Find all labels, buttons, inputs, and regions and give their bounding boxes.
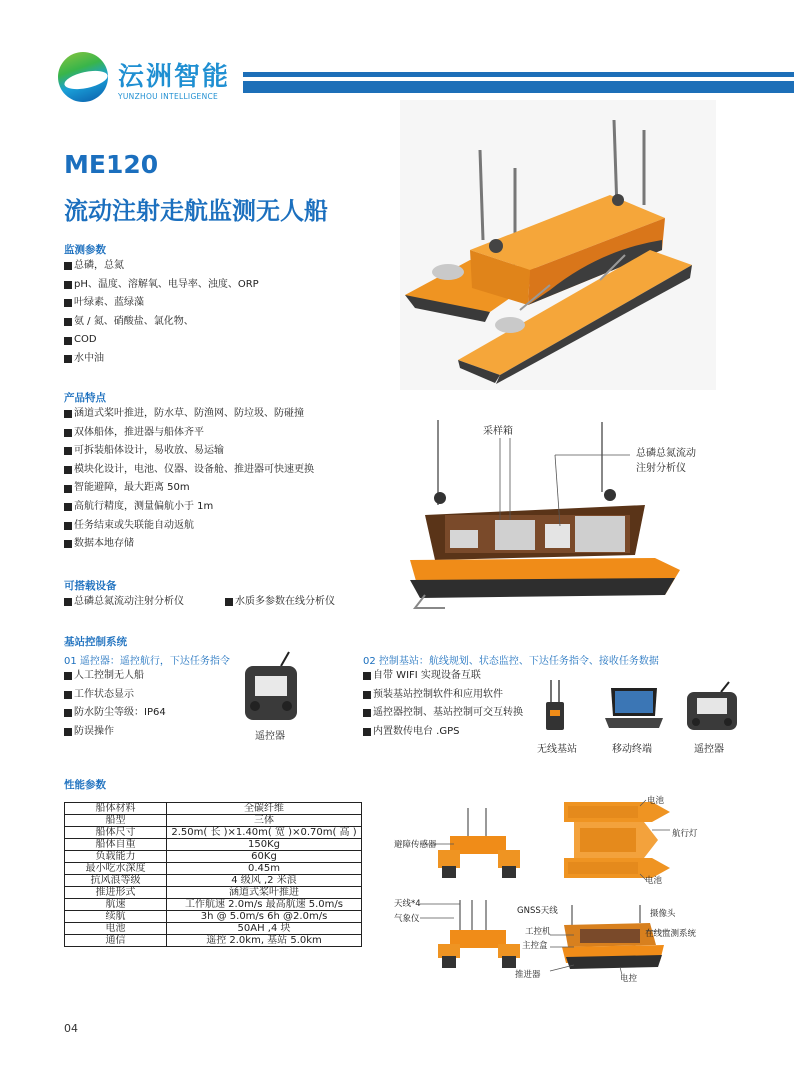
list-item-text: COD [74,334,97,346]
spec-key: 船体材料 [65,803,167,815]
list-item: 水质多参数在线分析仪 [225,593,335,612]
list-item-text: 水中油 [74,352,104,364]
mobile-terminal-laptop-image [603,686,665,732]
bullet-square-icon [64,598,72,606]
bullet-square-icon [363,728,371,736]
spec-value: 3h @ 5.0m/s 6h @2.0m/s [167,911,362,923]
list-item-text: 防误操作 [74,725,114,737]
list-item-text: 工作状态显示 [74,688,134,700]
remote-list [64,667,166,741]
equipment-list-1 [64,593,184,612]
product-model: ME120 [64,150,159,179]
list-item [64,461,314,480]
list-item [64,723,166,742]
label-obstacle-sensor: 避障传感器 [394,840,437,850]
equipment-list-2 [225,593,335,612]
bullet-square-icon [64,337,72,345]
list-item-text: 可拆装船体设计，易收放、易运输 [74,445,224,457]
bullet-square-icon [64,485,72,493]
list-item: 总磷总氮流动注射分析仪 [64,593,184,612]
list-item-text: 任务结束或失联能自动返航 [74,519,194,531]
bullet-square-icon [64,709,72,717]
table-row [65,815,362,827]
list-item [64,424,314,443]
list-item-text: pH、温度、溶解氧、电导率、浊度、ORP [74,278,259,290]
label-camera: 摄像头 [650,909,676,919]
label-antenna: 天线*4 [394,899,421,909]
list-item [64,294,259,313]
list-item [64,479,314,498]
list-item-text: 高航行精度，测量偏航小于 1m [74,500,214,512]
list-item [64,331,259,350]
caption-remote: 遥控器 [255,731,285,742]
list-item-text: 氨 / 氮、硝酸盐、氯化物、 [74,315,194,327]
bullet-square-icon [363,709,371,717]
brand-logo [58,52,231,107]
label-gnss-antenna: GNSS天线 [517,906,558,916]
control-subheading: 02 控制基站：航线规划、状态监控、下达任务指令、接收任务数据 [363,656,659,667]
remote-controller-image [243,652,299,724]
section-heading-features: 产品特点 [64,392,106,404]
label-electric-control: 电控 [620,974,638,984]
list-item [64,276,259,295]
list-item [64,517,314,536]
front-view-diagram-bottom [430,900,530,970]
spec-value: 4 级风 ,2 米浪 [167,875,362,887]
list-item [64,313,259,332]
wireless-base-station-image [545,680,565,734]
label-thruster: 推进器 [515,970,541,980]
bullet-square-icon [64,281,72,289]
spec-key: 船体尺寸 [65,827,167,839]
spec-key: 电池 [65,923,167,935]
section-heading-performance: 性能参数 [64,779,106,791]
section-heading-base-station: 基站控制系统 [64,636,127,648]
list-item-text: 总磷，总氮 [74,260,124,271]
section-heading-monitoring: 监测参数 [64,244,106,256]
spec-key: 通信 [65,935,167,947]
header-rule-thin [243,72,794,77]
bullet-square-icon [64,728,72,736]
label-sampling-box: 采样箱 [483,426,513,437]
bullet-square-icon [64,355,72,363]
page-number: 04 [64,1022,78,1035]
list-item-text: 防水防尘等级：IP64 [74,707,166,719]
bullet-square-icon [64,262,72,270]
list-item-text: 人工控制无人船 [74,670,144,681]
label-analyzer-line1: 总磷总氮流动 [636,448,696,459]
bullet-square-icon [64,540,72,548]
spec-value: 全碳纤维 [167,803,362,815]
bullet-square-icon [64,691,72,699]
list-item [64,350,259,369]
list-item-text: 模块化设计，电池、仪器、设备舱、推进器可快速更换 [74,463,314,475]
table-row [65,863,362,875]
label-industrial-pc: 工控机 [525,927,551,937]
label-battery-bottom: 电池 [645,876,663,886]
bullet-square-icon [64,318,72,326]
table-row [65,851,362,863]
list-item [64,667,166,686]
monitoring-list [64,257,259,369]
table-row [65,827,362,839]
spec-value: 0.45m [167,863,362,875]
label-nav-light: 航行灯 [672,829,698,839]
remote-subheading: 01 遥控器：遥控航行，下达任务指令 [64,656,230,667]
bullet-square-icon [64,429,72,437]
list-item [64,535,314,554]
table-row [65,887,362,899]
list-item [64,498,314,517]
list-item [64,704,166,723]
list-item-text: 双体船体，推进器与船体齐平 [74,426,204,438]
list-item [363,704,523,723]
spec-key: 负载能力 [65,851,167,863]
top-view-diagram [562,800,672,880]
front-view-diagram-top [430,808,530,880]
bullet-square-icon [363,691,371,699]
spec-value: 2.50m( 长 )×1.40m( 宽 )×0.70m( 高 ) [167,827,362,839]
label-analyzer-line2: 注射分析仪 [636,463,686,474]
list-item [64,257,259,276]
bullet-square-icon [64,503,72,511]
spec-value: 60Kg [167,851,362,863]
bullet-square-icon [64,522,72,530]
bullet-square-icon [64,410,72,418]
table-row [65,911,362,923]
table-row [65,899,362,911]
table-row [65,803,362,815]
list-item-text: 遥控器控制、基站控制可交互转换 [373,707,523,719]
list-item-text: 内置数传电台 .GPS [373,725,460,737]
list-item [363,667,523,686]
performance-table [64,802,362,947]
control-list [363,667,523,741]
product-name: 流动注射走航监测无人船 [64,197,328,225]
bullet-square-icon [363,672,371,680]
table-row [65,935,362,947]
spec-key: 续航 [65,911,167,923]
list-item [363,686,523,705]
caption-mobile-terminal: 移动终端 [612,744,652,755]
logo-mark-icon [58,52,108,102]
spec-value: 工作航速 2.0m/s 最高航速 5.0m/s [167,899,362,911]
spec-value: 三体 [167,815,362,827]
list-item-text: 智能避障，最大距离 50m [74,482,190,494]
list-item-text: 数据本地存储 [74,538,134,550]
list-item-text: 预装基站控制软件和应用软件 [373,688,503,700]
table-row [65,839,362,851]
remote-controller-small-image [685,682,739,734]
header-rule-thick [243,81,794,93]
bullet-square-icon [225,598,233,606]
bullet-square-icon [64,447,72,455]
list-item [363,723,523,742]
label-battery-top: 电池 [647,796,665,806]
list-item [64,442,314,461]
label-weather-instrument: 气象仪 [394,914,420,924]
spec-key: 船型 [65,815,167,827]
label-online-monitoring-system: 在线监测系统 [645,929,697,939]
section-heading-equipment: 可搭载设备 [64,580,117,592]
list-item [64,405,314,424]
table-row [65,875,362,887]
features-list [64,405,314,554]
list-item [64,686,166,705]
spec-value: 涵道式桨叶推进 [167,887,362,899]
bullet-square-icon [64,672,72,680]
list-item-text: 叶绿素、蓝绿藻 [74,297,144,309]
spec-key: 推进形式 [65,887,167,899]
spec-key: 抗风浪等级 [65,875,167,887]
caption-remote-2: 遥控器 [694,744,724,755]
spec-key: 船体自重 [65,839,167,851]
bullet-square-icon [64,466,72,474]
list-item-text: 自带 WIFI 实现设备互联 [373,670,481,681]
bullet-square-icon [64,299,72,307]
spec-value: 50AH ,4 块 [167,923,362,935]
label-main-control-box: 主控盒 [522,941,548,951]
spec-key: 最小吃水深度 [65,863,167,875]
list-item-text: 涵道式桨叶推进，防水草、防渔网、防垃圾、防碰撞 [74,408,304,419]
spec-key: 航速 [65,899,167,911]
caption-wireless-base: 无线基站 [537,744,577,755]
table-row [65,923,362,935]
spec-value: 遥控 2.0km, 基站 5.0km [167,935,362,947]
hero-boat-image [400,100,716,390]
spec-value: 150Kg [167,839,362,851]
brand-name-cn: 沄洲智能 [118,62,231,92]
brand-name-en: YUNZHOU INTELLIGENCE [118,92,219,101]
